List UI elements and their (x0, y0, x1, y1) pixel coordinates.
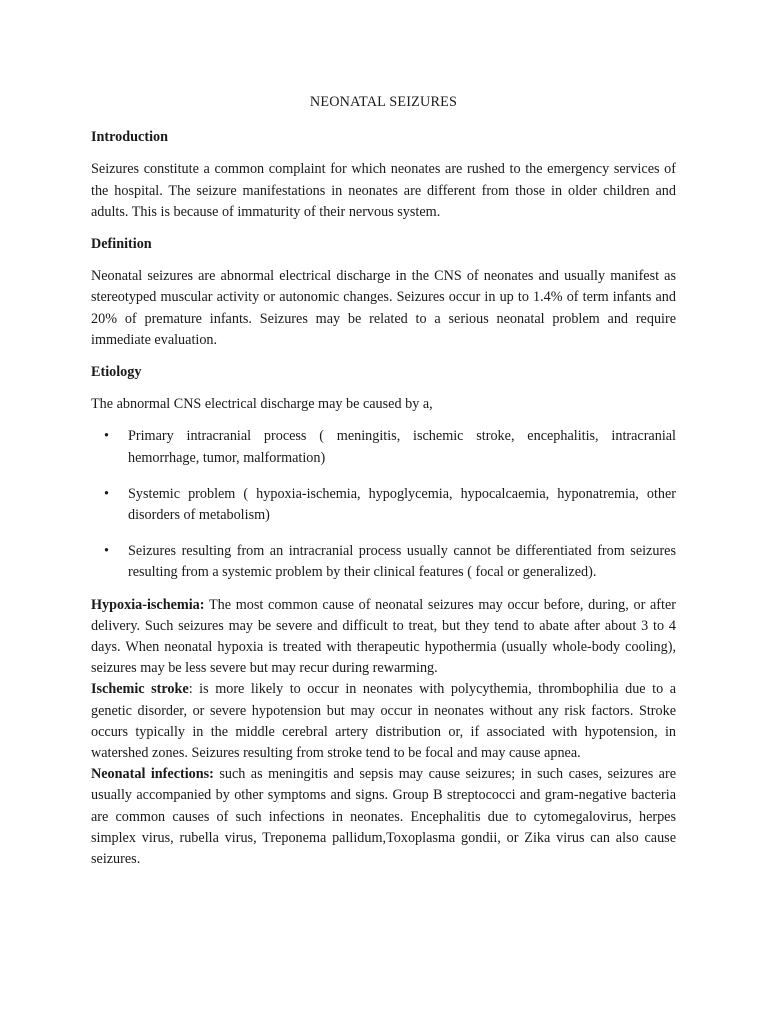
list-item-text: Systemic problem ( hypoxia-ischemia, hypoglycemia, hypocalcaemia, hyponatremia, other disorders of metabolism) (128, 485, 676, 524)
bullet-icon: • (104, 485, 109, 502)
cause-neonatal-infections (91, 764, 676, 870)
etiology-heading: Etiology (91, 364, 142, 381)
cause-term: Ischemic stroke (91, 681, 189, 698)
definition-paragraph: Neonatal seizures are abnormal electrical discharge in the CNS of neonates and usually manifest as stereotyped muscular activity or autonomic changes. Seizures occur in up to 1.4% of term infants and 20% of premature infants. Seizures may be related to a serious neonatal problem and require immediate evaluation. (91, 268, 676, 348)
definition-heading: Definition (91, 236, 152, 253)
cause-text: : is more likely to occur in neonates with polycythemia, thrombophilia due to a genetic disorder, or severe hypotension but may occur in neonates without any risk factors. Stroke occurs typically in the middle cerebral artery distribution or, if associated with hypotension, in watershed zones. Seizures resulting from stroke tend to be focal and may cause apnea. (91, 681, 676, 762)
list-item-text: Seizures resulting from an intracranial process usually cannot be differentiated from seizures resulting from a systemic problem by their clinical features ( focal or generalized). (128, 543, 676, 581)
document-page (91, 92, 676, 870)
cause-hypoxia-ischemia (91, 595, 676, 680)
cause-text: The most common cause of neonatal seizures may occur before, during, or after delivery. Such seizures may be severe and difficult to treat, but they tend to abate after about 3 to 4 days. When neonatal hypoxia is treated with therapeutic hypothermia (usually whole-body cooling), seizures may be less severe but may recur during rewarming. (91, 596, 676, 677)
cause-term: Neonatal infections: (91, 766, 214, 783)
etiology-intro: The abnormal CNS electrical discharge may be caused by a, (91, 396, 433, 413)
introduction-heading: Introduction (91, 129, 168, 146)
list-item (91, 484, 676, 526)
bullet-icon: • (104, 428, 109, 445)
introduction-paragraph: Seizures constitute a common complaint for which neonates are rushed to the emergency services of the hospital. The seizure manifestations in neonates are different from those in older children and adults. This is because of immaturity of their nervous system. (91, 161, 676, 220)
list-item (91, 541, 676, 583)
cause-ischemic-stroke (91, 679, 676, 764)
bullet-icon: • (104, 543, 109, 560)
etiology-bullet-list (91, 426, 676, 583)
cause-text: such as meningitis and sepsis may cause seizures; in such cases, seizures are usually accompanied by other symptoms and signs. Group B streptococci and gram-negative bacteria are common causes of such infections in neonates. Encephalitis due to cytomegalovirus, herpes simplex virus, rubella virus, Treponema pallidum,Toxoplasma gondii, or Zika virus can also cause seizures. (91, 766, 676, 868)
cause-term: Hypoxia-ischemia: (91, 596, 205, 613)
list-item-text: Primary intracranial process ( meningitis, ischemic stroke, encephalitis, intracranial hemorrhage, tumor, malformation) (128, 428, 676, 466)
document-title: NEONATAL SEIZURES (309, 94, 458, 110)
list-item (91, 426, 676, 468)
